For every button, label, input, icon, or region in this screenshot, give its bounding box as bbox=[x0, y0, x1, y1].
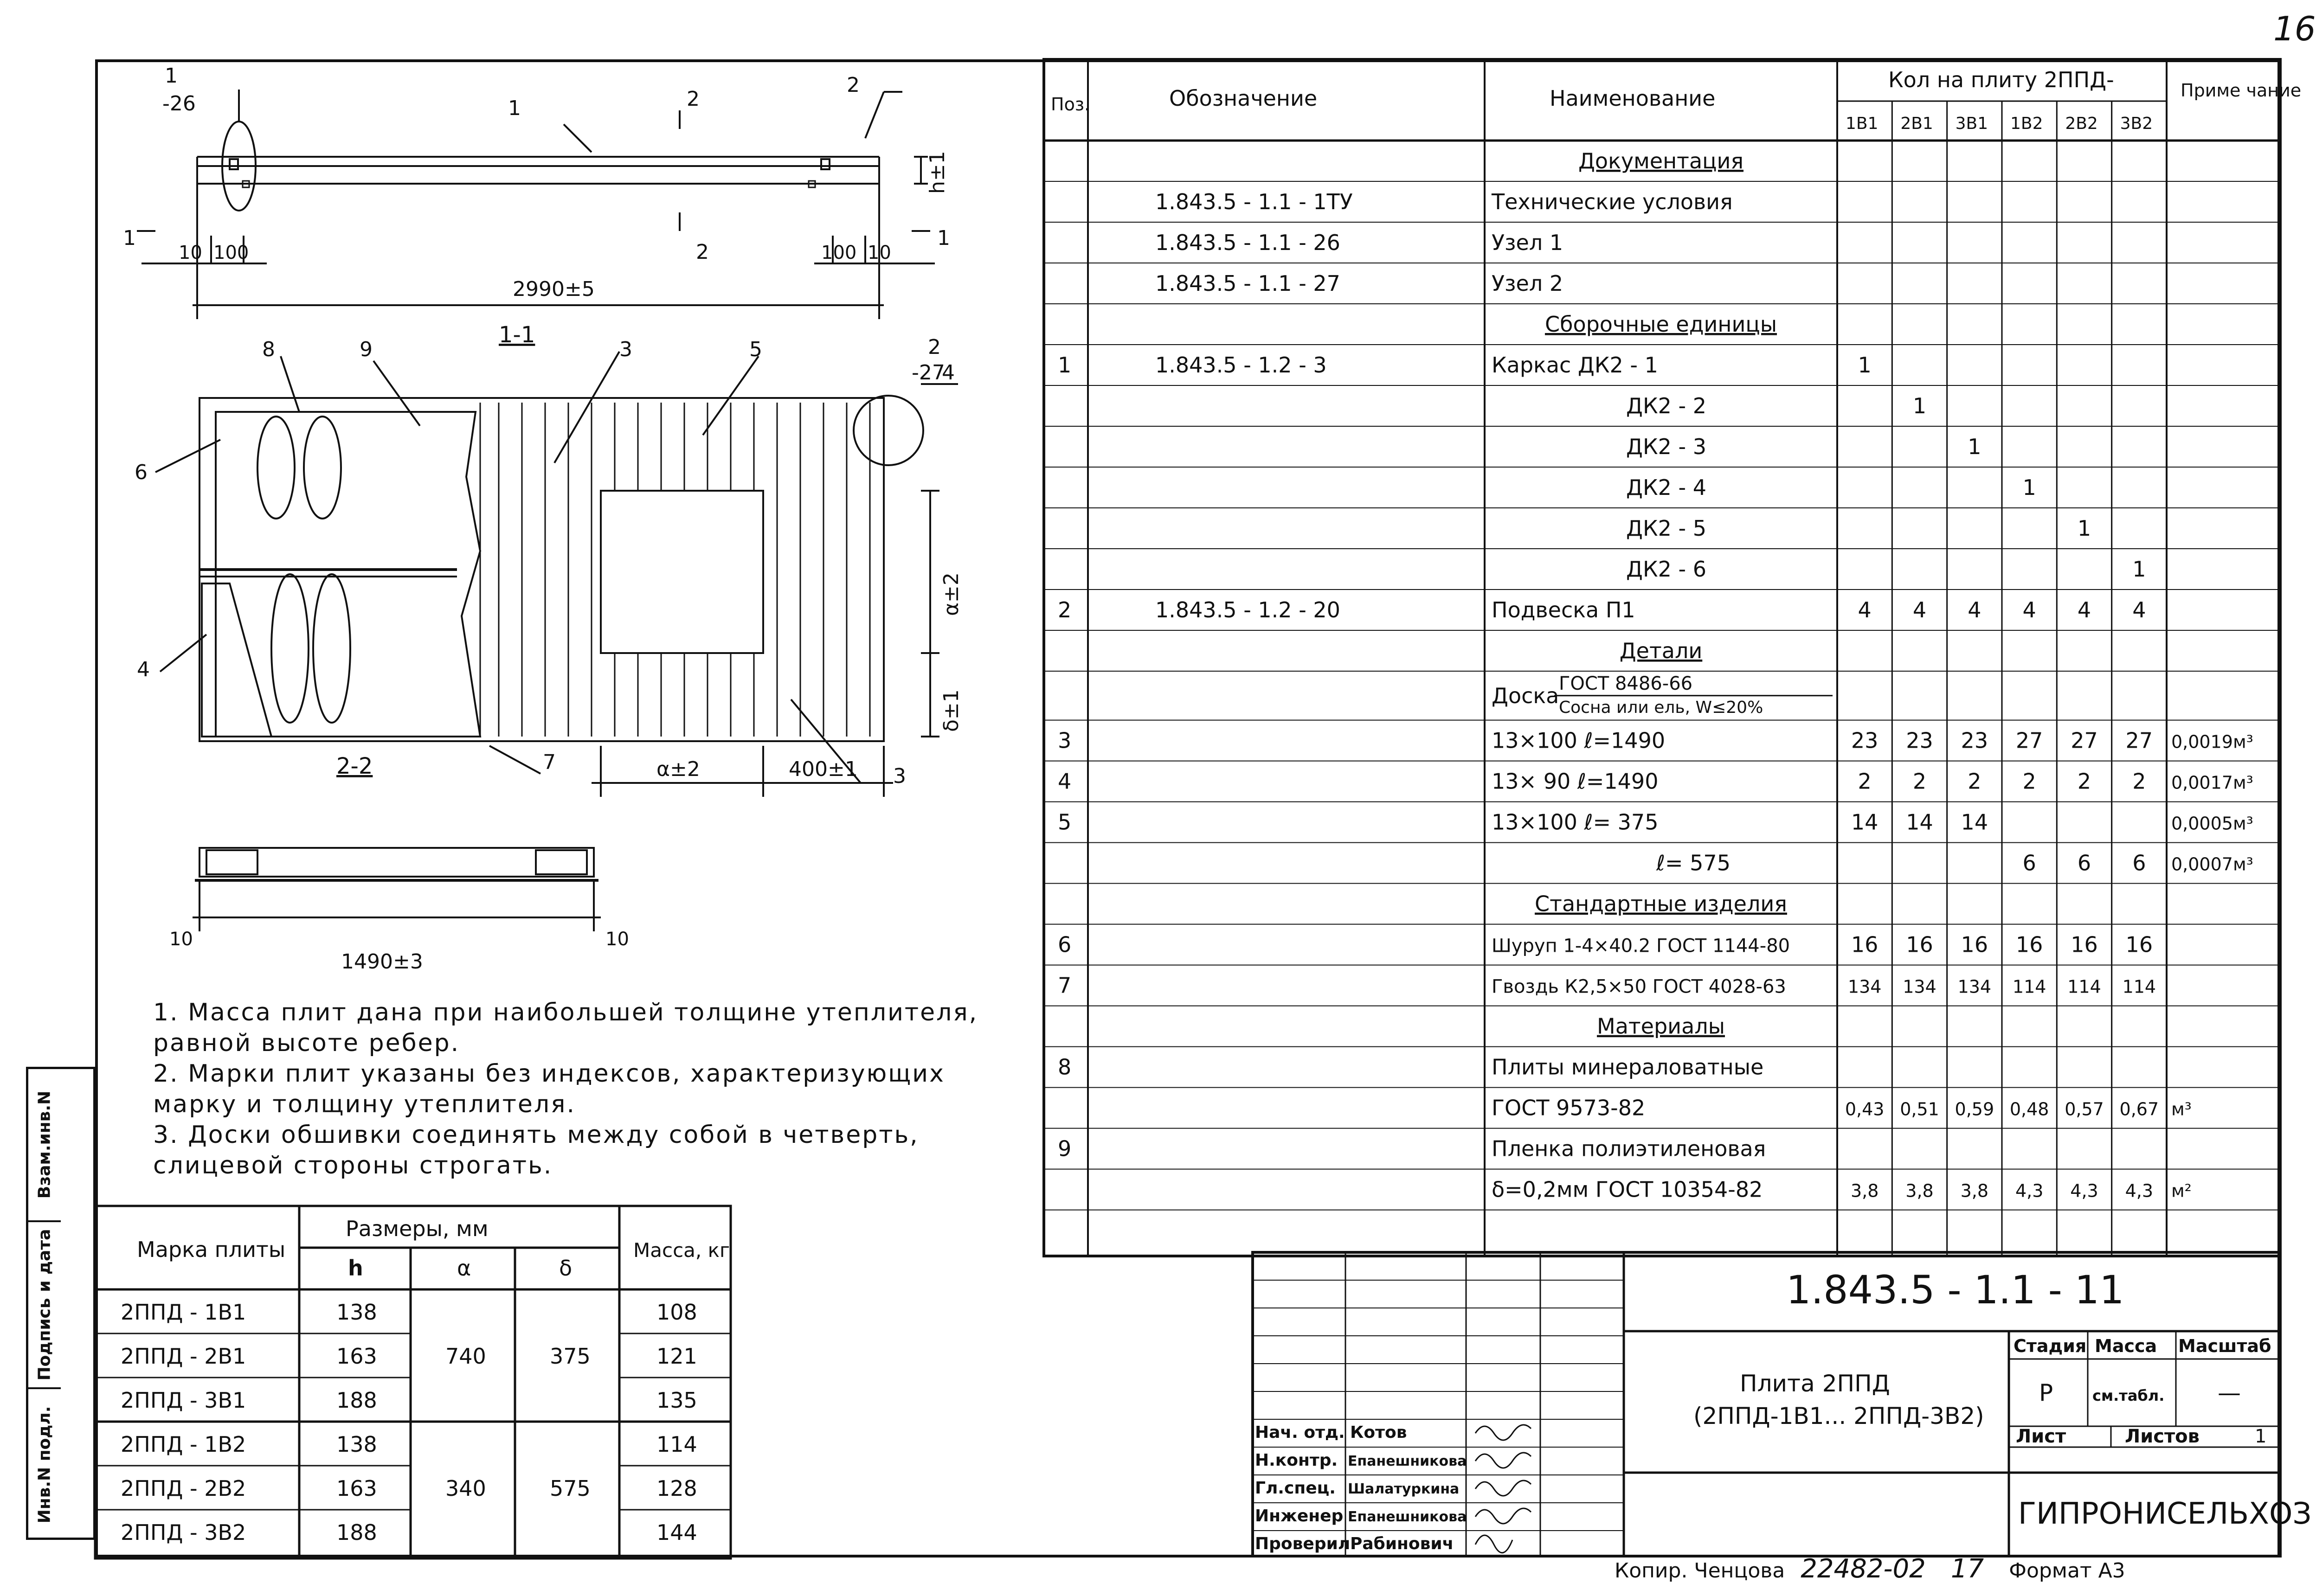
spec-qty: 134 bbox=[1847, 976, 1882, 997]
dim-b-vertical: δ±1 bbox=[939, 689, 963, 732]
mark-cell: 2ППД - 2В2 bbox=[121, 1476, 246, 1501]
paper-format: Формат А3 bbox=[2009, 1559, 2125, 1583]
copy-sheet: 17 bbox=[1950, 1554, 1984, 1584]
signer-role: Н.контр. bbox=[1255, 1451, 1338, 1470]
a-cell: 340 bbox=[445, 1476, 486, 1501]
signer-name: Епанешникова bbox=[1348, 1509, 1467, 1525]
spec-qty: 4,3 bbox=[2070, 1180, 2098, 1201]
spec-name: ГОСТ 9573-82 bbox=[1492, 1095, 1646, 1121]
spec-name: 13×100 ℓ= 375 bbox=[1492, 809, 1659, 835]
spec-name: Плиты минераловатные bbox=[1492, 1054, 1764, 1080]
stage-header: Стадия bbox=[2014, 1336, 2087, 1356]
callout-27: -27 bbox=[912, 361, 945, 385]
dim-h: h±1 bbox=[926, 151, 949, 194]
signer-role: Гл.спец. bbox=[1255, 1479, 1336, 1498]
spec-note: 0,0005м³ bbox=[2171, 813, 2253, 834]
signer-name: Рабинович bbox=[1350, 1534, 1454, 1553]
spec-name: ДК2 - 2 bbox=[1626, 393, 1706, 418]
spec-designation: 1.843.5 - 1.1 - 27 bbox=[1155, 271, 1340, 296]
spec-note: м² bbox=[2171, 1180, 2192, 1201]
spec-qty: 16 bbox=[1851, 932, 1879, 957]
mark-cell: 2ППД - 3В2 bbox=[121, 1520, 246, 1545]
spec-qty: 0,48 bbox=[2009, 1099, 2049, 1120]
spec-qty: 23 bbox=[1851, 728, 1879, 753]
marks-table bbox=[95, 1206, 745, 1558]
spec-note: 0,0017м³ bbox=[2171, 772, 2253, 793]
sec-mark-1-left: 1 bbox=[123, 226, 136, 250]
spec-section-title: Детали bbox=[1619, 638, 1703, 663]
spec-qty: 4 bbox=[1858, 597, 1872, 622]
spec-name: ℓ= 575 bbox=[1656, 850, 1731, 876]
spec-qty: 16 bbox=[2071, 932, 2098, 957]
slab-side-view bbox=[197, 166, 879, 184]
spec-name: 13×100 ℓ=1490 bbox=[1492, 728, 1666, 753]
part-4-left: 4 bbox=[137, 658, 150, 681]
mass-cell: 135 bbox=[656, 1388, 697, 1413]
spec-qty: 2 bbox=[2022, 769, 2036, 794]
spec-qty: 14 bbox=[1851, 809, 1879, 835]
spec-header-qty: Кол на плиту 2ППД- bbox=[1888, 67, 2114, 92]
note-line: слицевой стороны строгать. bbox=[153, 1152, 553, 1179]
spec-pos: 2 bbox=[1058, 597, 1072, 622]
b-cell: 375 bbox=[550, 1344, 591, 1369]
notes bbox=[153, 997, 978, 1181]
dim-length: 2990±5 bbox=[513, 277, 595, 301]
spec-name: ДК2 - 6 bbox=[1626, 557, 1706, 582]
signer-role: Проверил bbox=[1255, 1534, 1351, 1553]
spec-note: 0,0007м³ bbox=[2171, 854, 2253, 875]
spec-qty: 0,67 bbox=[2119, 1099, 2159, 1120]
spec-qty: 14 bbox=[1906, 809, 1933, 835]
spec-header-col: 2В2 bbox=[2065, 114, 2098, 133]
section-2-2 bbox=[199, 848, 594, 877]
spec-qty: 3,8 bbox=[1960, 1180, 1989, 1201]
spec-qty: 4,3 bbox=[2125, 1180, 2154, 1201]
callout-1: 1 bbox=[165, 64, 178, 88]
spec-name: ДК2 - 3 bbox=[1626, 434, 1706, 459]
spec-qty: 2 bbox=[2077, 769, 2091, 794]
scale-value: — bbox=[2218, 1379, 2241, 1406]
order-number: 22482-02 bbox=[1801, 1554, 1926, 1584]
signer-name: Епанешникова bbox=[1348, 1453, 1467, 1469]
sheet-header: Лист bbox=[2016, 1426, 2066, 1447]
spec-pos: 7 bbox=[1058, 973, 1072, 998]
spec-qty: 2 bbox=[2132, 769, 2146, 794]
dim-10-right-2-2: 10 bbox=[605, 929, 629, 950]
marks-header-b: δ bbox=[559, 1256, 573, 1281]
spec-qty: 16 bbox=[2015, 932, 2043, 957]
spec-qty: 6 bbox=[2077, 850, 2091, 876]
spec-header-col: 2В1 bbox=[1900, 114, 1933, 133]
sec-mark-2-top: 2 bbox=[687, 87, 700, 111]
spec-qty: 23 bbox=[1906, 728, 1933, 753]
spec-name: Технические условия bbox=[1492, 189, 1733, 214]
specification-table bbox=[1044, 59, 2302, 1256]
spec-pos: 6 bbox=[1058, 932, 1072, 957]
spec-section-title: Стандартные изделия bbox=[1535, 891, 1787, 917]
mass-cell: 114 bbox=[656, 1432, 697, 1457]
note-line: 3. Доски обшивки соединять между собой в четверть, bbox=[153, 1121, 919, 1149]
spec-header-name: Наименование bbox=[1550, 86, 1716, 111]
spec-pos: 8 bbox=[1058, 1054, 1072, 1080]
spec-name: Каркас ДК2 - 1 bbox=[1492, 353, 1658, 378]
spec-qty: 16 bbox=[1961, 932, 1988, 957]
spec-section-title: Сборочные единицы bbox=[1544, 312, 1777, 337]
part-4-right: 4 bbox=[942, 361, 955, 385]
spec-qty: 4 bbox=[1968, 597, 1981, 622]
spec-name: ДК2 - 5 bbox=[1626, 516, 1706, 541]
part-3-top: 3 bbox=[619, 338, 632, 361]
h-cell: 188 bbox=[336, 1388, 377, 1413]
spec-designation: 1.843.5 - 1.2 - 3 bbox=[1155, 353, 1327, 378]
spec-qty: 114 bbox=[2122, 976, 2156, 997]
callout-1-sub: -26 bbox=[162, 92, 196, 115]
signer-role: Инженер bbox=[1255, 1506, 1344, 1525]
title-line-2: (2ППД-1В1... 2ППД-3В2) bbox=[1693, 1403, 1984, 1429]
callout-2: 2 bbox=[847, 73, 860, 97]
spec-pos: 4 bbox=[1058, 769, 1072, 794]
spec-qty: 1 bbox=[2132, 557, 2146, 582]
marks-header-mass: Масса, кг bbox=[633, 1239, 730, 1262]
spec-name: 13× 90 ℓ=1490 bbox=[1492, 769, 1659, 794]
part-6: 6 bbox=[135, 461, 148, 484]
dim-a-bottom: α±2 bbox=[656, 757, 700, 781]
technical-drawing bbox=[95, 59, 1046, 987]
section-2-2-label: 2-2 bbox=[336, 753, 373, 779]
spec-qty: 6 bbox=[2132, 850, 2146, 876]
spec-qty: 2 bbox=[1968, 769, 1981, 794]
dim-10-right: 10 bbox=[868, 242, 891, 263]
sheets-header: Листов bbox=[2125, 1426, 2200, 1447]
mass-cell: 144 bbox=[656, 1520, 697, 1545]
sidebar-field: Инв.N подл. bbox=[35, 1406, 54, 1523]
part-1: 1 bbox=[508, 96, 521, 120]
mark-cell: 2ППД - 3В1 bbox=[121, 1388, 246, 1413]
section-1-1-label: 1-1 bbox=[499, 322, 535, 348]
dim-a-vertical: α±2 bbox=[939, 572, 963, 616]
spec-qty: 1 bbox=[1858, 353, 1872, 378]
mass-header: Масса bbox=[2095, 1336, 2157, 1356]
stage-value: Р bbox=[2039, 1379, 2053, 1406]
spec-qty: 23 bbox=[1961, 728, 1988, 753]
dim-10-left-2-2: 10 bbox=[169, 929, 193, 950]
spec-section-title: Документация bbox=[1578, 148, 1744, 173]
spec-section-title: Материалы bbox=[1597, 1013, 1725, 1039]
spec-qty: 0,59 bbox=[1955, 1099, 1994, 1120]
spec-header-note: Приме чание bbox=[2181, 80, 2302, 101]
signatures bbox=[1475, 1425, 1531, 1553]
mass-value: см.табл. bbox=[2092, 1387, 2165, 1404]
dim-100-right: 100 bbox=[821, 242, 857, 263]
dim-length-2-2: 1490±3 bbox=[341, 950, 423, 974]
spec-designation: 1.843.5 - 1.1 - 26 bbox=[1155, 230, 1340, 255]
spec-header-col: 1В2 bbox=[2010, 114, 2043, 133]
part-5: 5 bbox=[749, 338, 762, 361]
spec-name: Шуруп 1-4×40.2 ГОСТ 1144-80 bbox=[1492, 935, 1790, 957]
spec-note: м³ bbox=[2171, 1099, 2192, 1120]
b-cell: 575 bbox=[550, 1476, 591, 1501]
sheets-value: 1 bbox=[2255, 1426, 2267, 1447]
spec-qty: 1 bbox=[1968, 434, 1981, 459]
spec-name: Доска bbox=[1492, 683, 1559, 708]
title-line-1: Плита 2ППД bbox=[1740, 1370, 1890, 1397]
marks-header-a: α bbox=[457, 1256, 471, 1281]
mark-cell: 2ППД - 1В1 bbox=[121, 1300, 246, 1325]
marks-header-sizes: Размеры, мм bbox=[346, 1216, 489, 1241]
spec-name: Пленка полиэтиленовая bbox=[1492, 1136, 1766, 1161]
spec-pos: 5 bbox=[1058, 809, 1072, 835]
h-cell: 138 bbox=[336, 1300, 377, 1325]
title-block bbox=[1253, 1252, 2312, 1556]
h-cell: 138 bbox=[336, 1432, 377, 1457]
signer-role: Нач. отд. bbox=[1255, 1423, 1345, 1442]
sidebar-field: Взам.инв.N bbox=[35, 1090, 54, 1199]
spec-qty: 16 bbox=[2125, 932, 2153, 957]
dim-10-left: 10 bbox=[179, 242, 202, 263]
opening bbox=[601, 491, 763, 653]
organization: ГИПРОНИСЕЛЬХОЗ bbox=[2018, 1497, 2312, 1531]
spec-qty: 6 bbox=[2022, 850, 2036, 876]
spec-qty: 134 bbox=[1957, 976, 1992, 997]
mass-cell: 128 bbox=[656, 1476, 697, 1501]
spec-pos: 9 bbox=[1058, 1136, 1072, 1161]
part-7: 7 bbox=[543, 750, 556, 774]
sec-mark-1-right: 1 bbox=[937, 226, 950, 250]
spec-qty: 2 bbox=[1858, 769, 1872, 794]
note-line: марку и толщину утеплителя. bbox=[153, 1090, 576, 1118]
spec-qty: 134 bbox=[1903, 976, 1936, 997]
spec-qty: 1 bbox=[2077, 516, 2091, 541]
spec-qty: 4 bbox=[2132, 597, 2146, 622]
mark-cell: 2ППД - 2В1 bbox=[121, 1344, 246, 1369]
spec-qty: 114 bbox=[2012, 976, 2046, 997]
spec-name: Узел 2 bbox=[1492, 271, 1563, 296]
copy-stamp bbox=[1615, 1554, 2125, 1584]
note-line: равной высоте ребер. bbox=[153, 1029, 460, 1057]
spec-note: 0,0019м³ bbox=[2171, 731, 2253, 752]
signer-name: Шалатуркина bbox=[1348, 1481, 1460, 1497]
mark-cell: 2ППД - 1В2 bbox=[121, 1432, 246, 1457]
spec-qty: 0,51 bbox=[1900, 1099, 1939, 1120]
mass-cell: 108 bbox=[656, 1300, 697, 1325]
spec-qty: 3,8 bbox=[1905, 1180, 1934, 1201]
h-cell: 163 bbox=[336, 1476, 377, 1501]
spec-qty: 4 bbox=[2022, 597, 2036, 622]
spec-header-col: 3В1 bbox=[1955, 114, 1988, 133]
callout-2-front: 2 bbox=[928, 335, 941, 359]
spec-qty: 14 bbox=[1961, 809, 1988, 835]
note-line: 2. Марки плит указаны без индексов, характеризующих bbox=[153, 1060, 945, 1088]
spec-qty: 1 bbox=[1912, 393, 1927, 418]
spec-pos: 1 bbox=[1058, 353, 1072, 378]
scale-header: Масштаб bbox=[2178, 1336, 2271, 1356]
h-cell: 163 bbox=[336, 1344, 377, 1369]
spec-name: ДК2 - 4 bbox=[1626, 475, 1706, 500]
spec-qty: 27 bbox=[2015, 728, 2043, 753]
sidebar-stamp bbox=[26, 1067, 96, 1540]
copied-by: Копир. Ченцова bbox=[1615, 1559, 1785, 1583]
spec-qty: 27 bbox=[2125, 728, 2153, 753]
spec-name: Подвеска П1 bbox=[1492, 597, 1635, 622]
spec-qty: 114 bbox=[2067, 976, 2101, 997]
spec-qty: 1 bbox=[2022, 475, 2036, 500]
page-number: 16 bbox=[2273, 9, 2316, 48]
spec-qty: 27 bbox=[2071, 728, 2098, 753]
dim-100-left: 100 bbox=[213, 242, 249, 263]
spec-qty: 0,43 bbox=[1845, 1099, 1885, 1120]
spec-qty: 4 bbox=[2077, 597, 2091, 622]
part-3-bottom: 3 bbox=[893, 764, 906, 788]
spec-designation: 1.843.5 - 1.2 - 20 bbox=[1155, 597, 1340, 622]
spec-gost: ГОСТ 8486-66 bbox=[1559, 673, 1693, 695]
part-9: 9 bbox=[360, 338, 373, 361]
spec-header-designation: Обозначение bbox=[1169, 86, 1318, 111]
marks-header-mark: Марка плиты bbox=[137, 1237, 286, 1262]
spec-qty: 2 bbox=[1912, 769, 1927, 794]
h-cell: 188 bbox=[336, 1520, 377, 1545]
spec-header-col: 3В2 bbox=[2120, 114, 2153, 133]
marks-header-h: h bbox=[348, 1256, 363, 1281]
mass-cell: 121 bbox=[656, 1344, 697, 1369]
spec-header-col: 1В1 bbox=[1846, 114, 1879, 133]
note-line: 1. Масса плит дана при наибольшей толщине утеплителя, bbox=[153, 999, 978, 1026]
sec-mark-2-bottom: 2 bbox=[696, 240, 709, 264]
spec-qty: 3,8 bbox=[1850, 1180, 1879, 1201]
spec-qty: 0,57 bbox=[2065, 1099, 2104, 1120]
spec-pos: 3 bbox=[1058, 728, 1072, 753]
spec-name: Узел 1 bbox=[1492, 230, 1563, 255]
spec-designation: 1.843.5 - 1.1 - 1ТУ bbox=[1155, 189, 1353, 214]
a-cell: 740 bbox=[445, 1344, 486, 1369]
spec-qty: 4 bbox=[1912, 597, 1927, 622]
sidebar-field: Подпись и дата bbox=[35, 1229, 54, 1381]
spec-header-pos: Поз. bbox=[1051, 94, 1090, 115]
signer-name: Котов bbox=[1350, 1423, 1407, 1442]
spec-qty: 16 bbox=[1906, 932, 1933, 957]
document-code: 1.843.5 - 1.1 - 11 bbox=[1786, 1267, 2124, 1313]
spec-name: δ=0,2мм ГОСТ 10354-82 bbox=[1492, 1177, 1763, 1202]
spec-gost-material: Сосна или ель, W≤20% bbox=[1559, 698, 1763, 717]
dim-400: 400±1 bbox=[789, 757, 858, 781]
spec-name: Гвоздь К2,5×50 ГОСТ 4028-63 bbox=[1492, 976, 1786, 998]
spec-qty: 4,3 bbox=[2015, 1180, 2044, 1201]
part-8: 8 bbox=[262, 338, 275, 361]
